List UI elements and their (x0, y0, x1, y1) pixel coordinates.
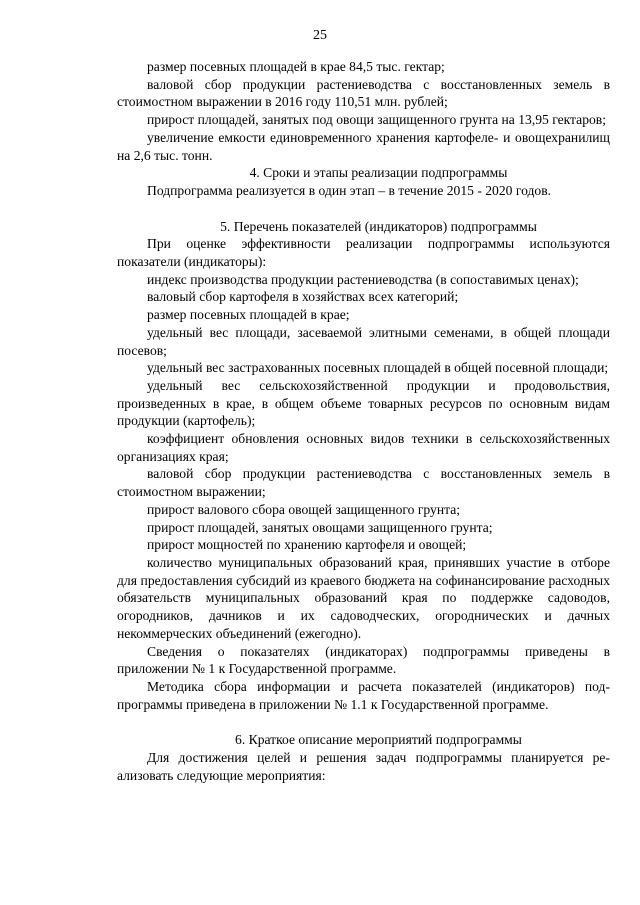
paragraph: удельный вес застрахованных посевных площадей в общей посевной площади; (147, 360, 609, 376)
paragraph: валовой сбор продукции растениеводства с восстановленных земель в стоимостном выражении; (117, 466, 610, 500)
section-heading: 4. Сроки и этапы реализации подпрограммы (249, 165, 508, 181)
paragraph: удельный вес сельскохозяйственной продукции и продовольствия, произведенных в крае, в общем объеме товарных ресурсов по основным видам продукции (картофель); (117, 377, 610, 429)
paragraph: Сведения о показателях (индикаторах) подпрограммы приведены в приложении № 1 к Государственной программе. (117, 643, 610, 677)
paragraph: размер посевных площадей в крае 84,5 тыс. гектар; (147, 59, 445, 74)
paragraph: При оценке эффективности реализации подпрограммы используются показатели (индикаторы): (117, 236, 610, 270)
paragraph: Подпрограмма реализуется в один этап – в течение 2015 - 2020 годов. (147, 182, 552, 198)
paragraph: Методика сбора информации и расчета показателей (индикаторов) подпрограммы приведена в приложении № 1.1 к Государственной программе. (117, 678, 610, 712)
paragraph: размер посевных площадей в крае; (147, 307, 350, 323)
paragraph: прирост площадей, занятых овощами защищенного грунта; (147, 519, 493, 535)
paragraph: увеличение емкости единовременного хранения картофеле- и овощехранилищ на 2,6 тыс. тонн. (117, 129, 610, 163)
section-heading: 5. Перечень показателей (индикаторов) подпрограммы (220, 218, 537, 234)
paragraph: Для достижения целей и решения задач подпрограммы планируется реализовать следующие мероприятия: (117, 750, 610, 783)
paragraph: удельный вес площади, засеваемой элитными семенами, в общей площади посевов; (117, 324, 610, 358)
paragraph: прирост площадей, занятых под овощи защищенного грунта на 13,95 гектаров; (147, 112, 606, 128)
paragraph: индекс производства продукции растениеводства (в сопоставимых ценах); (147, 271, 579, 287)
document-body (117, 58, 610, 784)
section-heading: 6. Краткое описание мероприятий подпрограммы (235, 732, 522, 748)
paragraph: прирост мощностей по хранению картофеля и овощей; (147, 537, 467, 553)
paragraph: валовой сбор продукции растениеводства с восстановленных земель в стоимостном выражении в 2016 году 110,51 млн. рублей; (117, 76, 610, 110)
paragraph: количество муниципальных образований края, принявших участие в отборе для предоставления субсидий из краевого бюджета на софинансирование расходных обязательств муниципальных образований края по поддержке садоводов, огородников, дачников и их садоводческих, огороднических и дачных некоммерческих объединений (ежегодно). (117, 554, 610, 641)
paragraph: прирост валового сбора овощей защищенного грунта; (147, 501, 461, 517)
paragraph: валовый сбор картофеля в хозяйствах всех категорий; (147, 289, 459, 305)
page-number: 25 (313, 28, 327, 43)
paragraph: коэффициент обновления основных видов техники в сельскохозяйственных организациях края; (117, 431, 610, 464)
